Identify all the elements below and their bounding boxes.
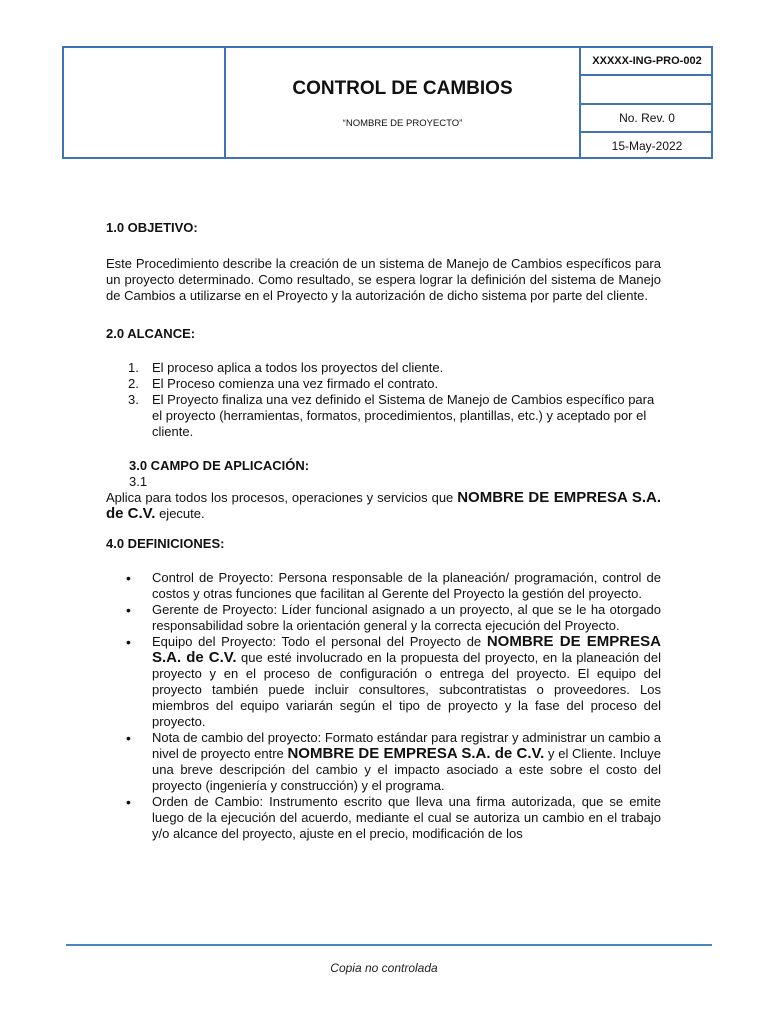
- project-name: “NOMBRE DE PROYECTO”: [342, 118, 463, 129]
- campo-subnumber: 3.1: [129, 474, 148, 489]
- objetivo-text: Este Procedimiento describe la creación de un sistema de Manejo de Cambios específicos para un proyecto determinado. Como resultado, se espera lograr la definición del sistema de Manejo de Cambios a utilizarse en el Proyecto y la autorización de dicho sistema por parte del cliente.: [106, 256, 661, 303]
- list-item: 1. El proceso aplica a todos los proyectos del cliente.: [128, 360, 444, 375]
- footer-divider: [66, 944, 712, 946]
- company-name: NOMBRE DE EMPRESA S.A. de C.V.: [287, 745, 545, 762]
- section-heading-definiciones: 4.0 DEFINICIONES:: [106, 536, 225, 551]
- definition-item: • Control de Proyecto: Persona responsable de la planeación/ programación, control de costos y otras funciones que facilitan al Gerente del Proyecto la gestión del proyecto.: [126, 570, 661, 601]
- section-heading-campo: 3.0 CAMPO DE APLICACIÓN:: [129, 458, 310, 473]
- definition-item: • Equipo del Proyecto: Todo el personal del Proyecto de NOMBRE DE EMPRESA S.A. de C.V. que esté involucrado en la propuesta del proyecto, en la planeación del proyecto y en el proceso de configuración o entrega del proyecto. El equipo del proyecto también puede incluir consultores, subcontratistas o proveedores. Los miembros del equipo variarán según el tipo de proyecto y la fase del proceso del proyecto.: [126, 633, 661, 729]
- logo-cell: [64, 48, 226, 157]
- definition-item: • Nota de cambio del proyecto: Formato estándar para registrar y administrar un cambio a nivel de proyecto entre NOMBRE DE EMPRESA S.A. de C.V. y el Cliente. Incluye una breve descripción del cambio y el impacto asociado a este sobre el costo del proyecto (ingeniería y construcción) y el programa.: [126, 730, 661, 793]
- document-body: [106, 220, 661, 842]
- section-heading-alcance: 2.0 ALCANCE:: [106, 326, 196, 341]
- alcance-list: [106, 360, 661, 440]
- document-header-table: [62, 46, 713, 159]
- title-cell: [226, 48, 581, 157]
- empty-meta-cell: [581, 76, 713, 105]
- list-item: 2. El Proceso comienza una vez firmado el contrato.: [128, 376, 439, 391]
- company-name: NOMBRE DE EMPRESA S.A. de C.V.: [106, 489, 661, 522]
- document-date: 15-May-2022: [611, 139, 683, 153]
- definition-item: • Orden de Cambio: Instrumento escrito que lleva una firma autorizada, que se emite luego de la ejecución del acuerdo, mediante el cual se autoriza un cambio en el trabajo y/o alcance del proyecto, ajuste en el precio, modificación de los: [126, 794, 661, 841]
- list-item: 3. El Proyecto finaliza una vez definido el Sistema de Manejo de Cambios específico para el proyecto (herramientas, formatos, procedimientos, plantillas, etc.) y aceptado por el cliente.: [128, 392, 655, 439]
- definiciones-list: [106, 570, 661, 842]
- company-name: NOMBRE DE EMPRESA S.A. de C.V.: [152, 633, 661, 666]
- definition-item: • Gerente de Proyecto: Líder funcional asignado a un proyecto, al que se le ha otorgado responsabilidad sobre la orientación general y la correcta ejecución del Proyecto.: [126, 602, 661, 633]
- revision-number: No. Rev. 0: [581, 105, 713, 133]
- document-title: CONTROL DE CAMBIOS: [292, 78, 513, 99]
- campo-text: Aplica para todos los procesos, operaciones y servicios que NOMBRE DE EMPRESA S.A. de C.V. ejecute.: [106, 489, 661, 522]
- footer-text: Copia no controlada: [330, 961, 438, 975]
- meta-cells: [581, 48, 713, 157]
- section-heading-objetivo: 1.0 OBJETIVO:: [106, 220, 198, 235]
- document-code: XXXXX-ING-PRO-002: [581, 48, 713, 76]
